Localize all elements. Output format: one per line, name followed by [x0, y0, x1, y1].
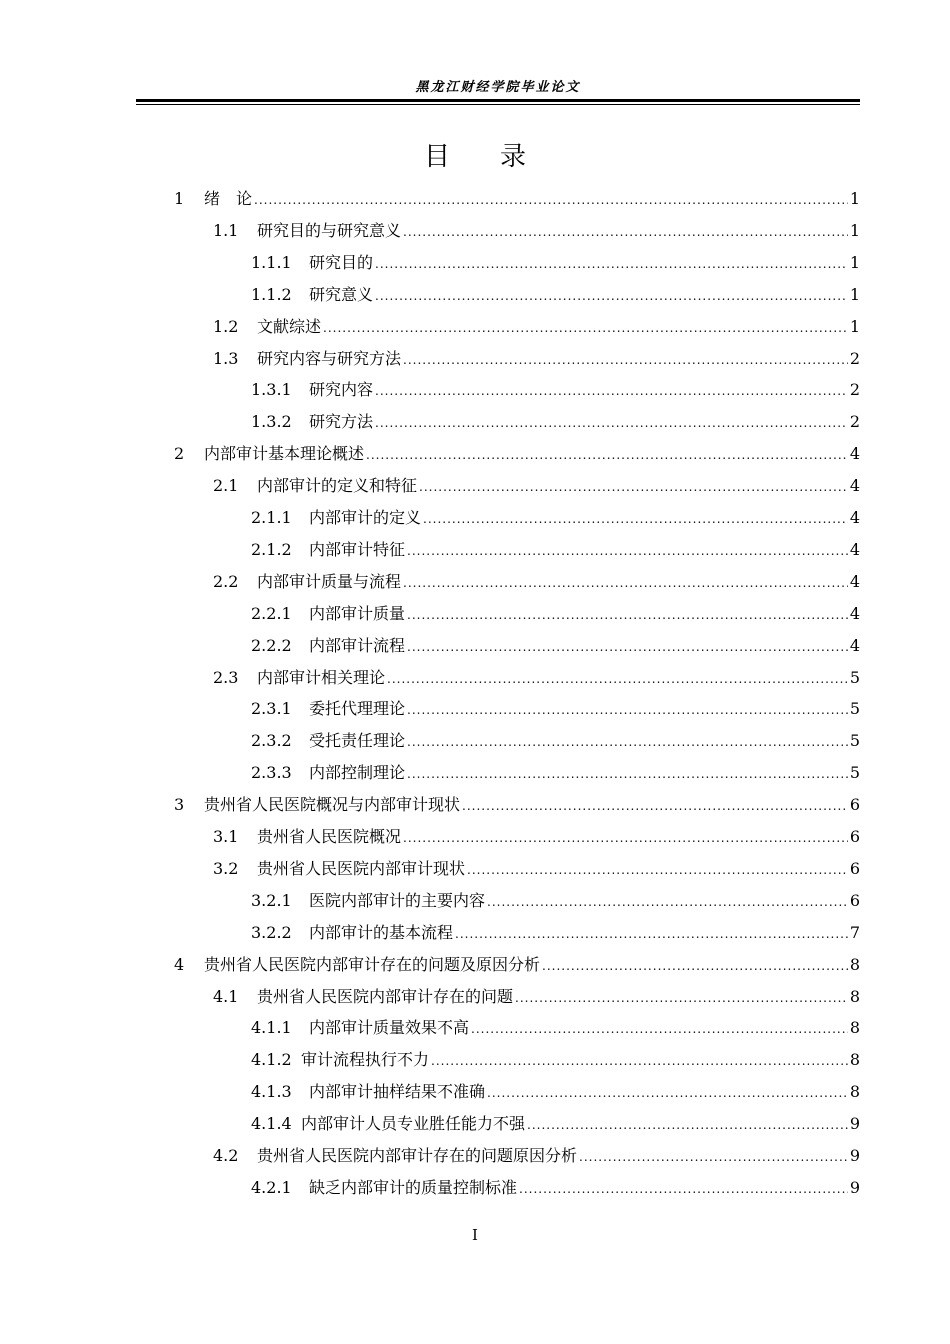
toc-entry-title: 研究内容与研究方法	[257, 348, 402, 368]
toc-dot-leader	[375, 411, 848, 435]
toc-dot-leader	[375, 284, 848, 308]
toc-entry[interactable]	[251, 283, 860, 307]
toc-entry[interactable]	[251, 1080, 860, 1104]
toc-entry-title: 贵州省人民医院内部审计存在的问题及原因分析	[204, 954, 541, 974]
toc-entry-page: 5	[849, 731, 860, 751]
toc-entry[interactable]	[213, 570, 860, 594]
toc-entry-number: 4	[174, 954, 185, 974]
toc-dot-leader	[423, 507, 848, 531]
toc-entry-title: 贵州省人民医院内部审计存在的问题原因分析	[257, 1146, 578, 1165]
toc-dot-leader	[407, 539, 848, 563]
toc-dot-leader	[467, 858, 848, 882]
toc-entry[interactable]	[251, 761, 860, 785]
toc-dot-leader	[407, 730, 848, 754]
toc-entry-title: 内部审计的定义和特征	[257, 476, 418, 496]
toc-entry-page: 8	[849, 1082, 860, 1102]
toc-entry-title: 内部审计的定义	[309, 508, 422, 527]
toc-entry-title: 内部审计流程	[309, 635, 406, 655]
toc-entry-number: 2.3.3	[251, 763, 292, 783]
toc-entry-title: 内部审计抽样结果不准确	[309, 1082, 486, 1102]
toc-entry-title: 贵州省人民医院概况	[257, 827, 402, 846]
toc-entry-title: 内部控制理论	[309, 763, 406, 783]
toc-entry-title: 医院内部审计的主要内容	[309, 890, 486, 910]
toc-entry[interactable]	[251, 1048, 860, 1072]
toc-dot-leader	[515, 986, 848, 1010]
toc-entry-number: 1	[174, 189, 185, 208]
toc-dot-leader	[407, 762, 848, 786]
toc-entry[interactable]	[213, 985, 860, 1009]
toc-dot-leader	[323, 316, 848, 340]
toc-entry-title: 贵州省人民医院内部审计现状	[257, 858, 466, 878]
toc-entry-page: 1	[849, 284, 860, 304]
toc-dot-leader	[487, 890, 848, 914]
toc-dot-leader	[403, 348, 848, 372]
toc-entry-page: 4	[849, 571, 860, 591]
toc-entry-page: 4	[849, 444, 860, 464]
toc-entry-title: 贵州省人民医院内部审计存在的问题	[257, 986, 514, 1006]
toc-entry-title: 内部审计质量效果不高	[309, 1018, 470, 1038]
toc-entry[interactable]	[251, 729, 860, 753]
toc-entry-page: 5	[849, 763, 860, 783]
toc-entry[interactable]	[213, 1144, 860, 1168]
toc-entry-title: 研究内容	[309, 380, 374, 400]
toc-entry-number: 2.1.2	[251, 539, 292, 559]
toc-entry-page: 1	[849, 189, 860, 208]
toc-entry-title: 绪 论	[204, 189, 253, 208]
toc-entry-page: 1	[849, 220, 860, 240]
header-rule-thin	[136, 104, 860, 105]
toc-entry-title: 受托责任理论	[309, 731, 406, 751]
toc-entry[interactable]	[213, 347, 860, 371]
toc-entry-page: 2	[849, 348, 860, 368]
toc-entry[interactable]	[174, 187, 860, 211]
toc-entry-title: 研究意义	[309, 284, 374, 304]
toc-dot-leader	[419, 475, 848, 499]
toc-dot-leader	[431, 1049, 848, 1073]
toc-entry[interactable]	[251, 889, 860, 913]
toc-entry-number: 2.3.2	[251, 731, 292, 751]
toc-entry-number: 1.3	[213, 348, 239, 368]
toc-entry-page: 2	[849, 412, 860, 432]
toc-dot-leader	[527, 1113, 848, 1137]
toc-entry-number: 2.2.1	[251, 603, 292, 623]
toc-dot-leader	[387, 667, 848, 691]
toc-entry-number: 4.2.1	[251, 1177, 292, 1197]
toc-entry-page: 4	[849, 603, 860, 623]
toc-entry-number: 1.3.2	[251, 412, 292, 432]
toc-entry-page: 4	[849, 508, 860, 527]
toc-entry-page: 6	[849, 827, 860, 846]
toc-entry[interactable]	[251, 1112, 860, 1136]
title-char-1: 目	[423, 142, 450, 172]
toc-entry[interactable]	[174, 793, 860, 817]
toc-entry[interactable]	[174, 953, 860, 977]
toc-entry-page: 5	[849, 667, 860, 687]
toc-entry-number: 3	[174, 795, 185, 815]
toc-dot-leader	[403, 571, 848, 595]
toc-dot-leader	[407, 603, 848, 627]
toc-dot-leader	[471, 1017, 848, 1041]
toc-entry-title: 贵州省人民医院概况与内部审计现状	[204, 795, 461, 815]
toc-entry-number: 2.1	[213, 476, 239, 496]
toc-entry-title: 内部审计基本理论概述	[204, 444, 365, 464]
toc-entry[interactable]	[213, 857, 860, 881]
toc-entry[interactable]	[251, 697, 860, 721]
toc-entry-number: 4.1.3	[251, 1082, 292, 1102]
toc-dot-leader	[375, 379, 848, 403]
toc-entry-page: 9	[849, 1146, 860, 1165]
toc-entry-page: 8	[849, 1018, 860, 1038]
toc-entry-title: 研究目的与研究意义	[257, 220, 402, 240]
toc-entry[interactable]	[174, 442, 860, 466]
toc-entry-number: 2	[174, 444, 185, 464]
toc-entry-page: 4	[849, 539, 860, 559]
toc-entry-page: 9	[849, 1114, 860, 1134]
toc-entry-number: 1.1.2	[251, 284, 292, 304]
page-title	[0, 136, 950, 173]
toc-entry-number: 3.2.2	[251, 922, 292, 942]
toc-dot-leader	[366, 443, 848, 467]
toc-entry[interactable]	[213, 219, 860, 243]
toc-dot-leader	[542, 954, 848, 978]
toc-entry[interactable]	[251, 1016, 860, 1040]
toc-entry-page: 5	[849, 699, 860, 719]
toc-entry-page: 6	[849, 858, 860, 878]
toc-entry[interactable]	[251, 251, 860, 275]
toc-entry-page: 1	[849, 252, 860, 272]
toc-entry-number: 2.2	[213, 571, 239, 591]
toc-entry-page: 4	[849, 476, 860, 496]
toc-entry-page: 8	[849, 1050, 860, 1070]
toc-dot-leader	[579, 1145, 848, 1169]
toc-entry[interactable]	[213, 474, 860, 498]
toc-entry-title: 内部审计质量与流程	[257, 571, 402, 591]
toc-entry-number: 3.1	[213, 827, 239, 846]
toc-entry-title: 内部审计相关理论	[257, 667, 386, 687]
toc-entry-title: 研究方法	[309, 412, 374, 432]
title-char-2: 录	[499, 142, 526, 172]
toc-entry-title: 内部审计人员专业胜任能力不强	[301, 1114, 526, 1134]
running-header: 黑龙江财经学院毕业论文	[415, 80, 581, 95]
toc-entry-number: 4.1.4	[251, 1114, 292, 1134]
toc-entry-page: 6	[849, 795, 860, 815]
toc-entry-title: 缺乏内部审计的质量控制标准	[309, 1177, 518, 1197]
toc-entry-number: 4.1.1	[251, 1018, 292, 1038]
header-rule-thick	[136, 99, 860, 102]
toc-dot-leader	[375, 252, 848, 276]
toc-entry-number: 1.3.1	[251, 380, 292, 400]
toc-entry-page: 8	[849, 986, 860, 1006]
toc-entry[interactable]	[251, 602, 860, 626]
toc-entry-number: 3.2.1	[251, 890, 292, 910]
toc-entry[interactable]	[251, 921, 860, 945]
toc-entry-number: 2.3.1	[251, 699, 292, 719]
toc-entry[interactable]	[251, 1176, 860, 1200]
toc-entry-number: 4.1.2	[251, 1050, 292, 1070]
toc-entry-number: 4.1	[213, 986, 239, 1006]
toc-entry-title: 审计流程执行不力	[301, 1050, 430, 1070]
toc-entry-title: 委托代理理论	[309, 699, 406, 719]
toc-entry-number: 2.2.2	[251, 635, 292, 655]
toc-entry[interactable]	[213, 315, 860, 339]
toc-entry-number: 1.2	[213, 316, 239, 336]
toc-entry-number: 1.1	[213, 220, 239, 240]
toc-entry-title: 研究目的	[309, 252, 374, 272]
toc-entry-number: 4.2	[213, 1146, 239, 1165]
toc-entry[interactable]	[251, 378, 860, 402]
toc-dot-leader	[462, 794, 848, 818]
toc-entry-page: 7	[849, 922, 860, 942]
toc-dot-leader	[407, 635, 848, 659]
toc-entry-page: 2	[849, 380, 860, 400]
toc-dot-leader	[403, 826, 848, 850]
toc-dot-leader	[407, 698, 848, 722]
toc-entry-number: 1.1.1	[251, 252, 292, 272]
toc-dot-leader	[487, 1081, 848, 1105]
toc-entry-page: 9	[849, 1177, 860, 1197]
toc-entry-number: 2.3	[213, 667, 239, 687]
toc-entry-title: 内部审计的基本流程	[309, 922, 454, 942]
toc-entry[interactable]	[213, 825, 860, 849]
toc-entry-title: 文献综述	[257, 316, 322, 336]
toc-entry-page: 8	[849, 954, 860, 974]
toc-entry[interactable]	[213, 666, 860, 690]
toc-entry[interactable]	[251, 506, 860, 530]
toc-entry-page: 1	[849, 316, 860, 336]
toc-entry-title: 内部审计质量	[309, 603, 406, 623]
page-number: I	[472, 1226, 478, 1244]
toc-entry[interactable]	[251, 538, 860, 562]
toc-entry-page: 4	[849, 635, 860, 655]
toc-entry[interactable]	[251, 634, 860, 658]
toc-dot-leader	[519, 1177, 848, 1201]
toc-entry-page: 6	[849, 890, 860, 910]
toc-dot-leader	[455, 922, 848, 946]
toc-dot-leader	[403, 220, 848, 244]
toc-dot-leader	[254, 188, 848, 212]
toc-entry-number: 3.2	[213, 858, 239, 878]
toc-entry-title: 内部审计特征	[309, 539, 406, 559]
toc-entry[interactable]	[251, 410, 860, 434]
toc-entry-number: 2.1.1	[251, 508, 292, 527]
